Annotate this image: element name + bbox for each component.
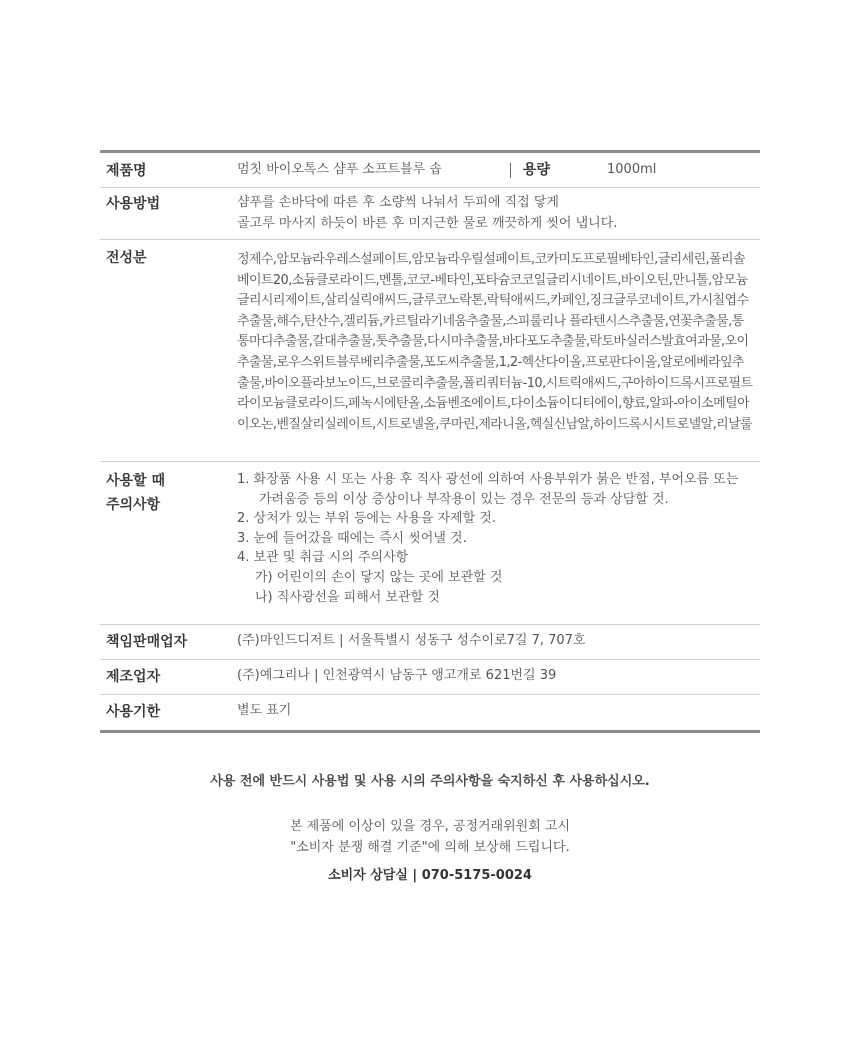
product-name-label: 제품명 <box>106 163 147 179</box>
maker-label: 제조업자 <box>106 669 161 685</box>
volume-value: 1000ml <box>607 162 657 177</box>
ingredients-label: 전성분 <box>106 250 147 266</box>
caution-item-4a: 가) 어린이의 손이 닿지 않는 곳에 보관할 것 <box>255 569 503 585</box>
expiry-label: 사용기한 <box>106 704 161 720</box>
row-maker <box>100 660 760 695</box>
caution-item-4: 4. 보관 및 취급 시의 주의사항 <box>237 550 409 566</box>
row-seller <box>100 625 760 660</box>
row-usage <box>100 188 760 240</box>
caution-item-1-cont: 가려움증 등의 이상 증상이나 부작용이 있는 경우 전문의 등과 상담할 것. <box>259 491 669 507</box>
seller-value: (주)마인드디저트 | 서울특별시 성동구 성수이로7길 7, 707호 <box>237 633 586 648</box>
row-product-name <box>100 153 760 188</box>
usage-line-2: 골고루 마사지 하듯이 바른 후 미지근한 물로 깨끗하게 씻어 냅니다. <box>237 216 618 231</box>
product-name-value: 멈칫 바이오톡스 샴푸 소프트블루 솝 <box>237 162 442 177</box>
caution-item-4b: 나) 직사광선을 피해서 보관할 것 <box>255 589 440 605</box>
caution-label-line-2: 주의사항 <box>106 497 161 513</box>
maker-value: (주)예그리나 | 인천광역시 남동구 앵고개로 621번길 39 <box>237 668 557 683</box>
usage-line-1: 샴푸를 손바닥에 따른 후 소량씩 나눠서 두피에 직접 닿게 <box>237 195 559 210</box>
caution-value <box>237 462 760 624</box>
row-expiry <box>100 695 760 730</box>
caution-list <box>237 470 760 607</box>
caution-item-2: 2. 상처가 있는 부위 등에는 사용을 자제할 것. <box>237 511 496 527</box>
compensation-line-2: "소비자 분쟁 해결 기준"에 의해 보상해 드립니다. <box>290 840 570 855</box>
ingredients-value: 정제수,암모늄라우레스설페이트,암모늄라우릴설페이트,코카미도프로필베타인,글리세린,폴리솔베이트20,소듐클로라이드,멘톨,코코-베타인,포타슘코코일글리시네이트,바이오틴,만니톨,암모늄글리시리제이트,살리실릭애씨드,글루코노락톤,락틱애씨드,카페인,징크글루코네이트,가시칠엽수추출물,해수,탄산수,겔리듐,카르틸라기네움추출물,스피룰리나 플라텐시스추출물,연꽃추출물,통통마디추출물,갈대추출물,톳추출물,다시마추출물,바다포도추출물,락토바실러스발효여과물,오이추출물,로우스위트블루베리추출물,포도씨추출물,1,2-헥산다이올,프로판다이올,알로에베라잎추출물,바이오플라보노이드,브로콜리추출물,폴리쿼터늄-10,시트릭애씨드,구아하이드록시프로필트라이모늄클로라이드,페녹시에탄올,소듐벤조에이트,다이소듐이디티에이,향료,알파-아이소메틸아이오논,벤질살리실레이트,시트로넬올,쿠마린,제라니올,헥실신남알,하이드록시시트로넬알,리날룰 <box>237 252 753 432</box>
column-divider <box>510 163 511 178</box>
seller-label: 책임판매업자 <box>106 634 188 650</box>
usage-notice: 사용 전에 반드시 사용법 및 사용 시의 주의사항을 숙지하신 후 사용하십시오. <box>210 774 650 789</box>
caution-label-line-1: 사용할 때 <box>106 473 165 489</box>
caution-item-1: 1. 화장품 사용 시 또는 사용 후 직사 광선에 의하여 사용부위가 붉은 반점, 부어오름 또는 <box>237 472 739 487</box>
compensation-notice <box>0 816 860 858</box>
row-caution <box>100 462 760 625</box>
volume-label: 용량 <box>523 162 551 178</box>
compensation-line-1: 본 제품에 이상이 있을 경우, 공정거래위원회 고시 <box>289 819 571 834</box>
usage-label: 사용방법 <box>106 196 161 212</box>
caution-item-3: 3. 눈에 들어갔을 때에는 즉시 씻어낼 것. <box>237 530 467 546</box>
customer-center-contact: 소비자 상담실 | 070-5175-0024 <box>328 868 532 883</box>
caution-label <box>100 462 237 624</box>
product-info-table <box>100 150 760 733</box>
usage-value <box>237 188 760 239</box>
product-name-cell <box>237 153 760 187</box>
expiry-value: 별도 표기 <box>237 703 292 718</box>
row-ingredients <box>100 240 760 462</box>
